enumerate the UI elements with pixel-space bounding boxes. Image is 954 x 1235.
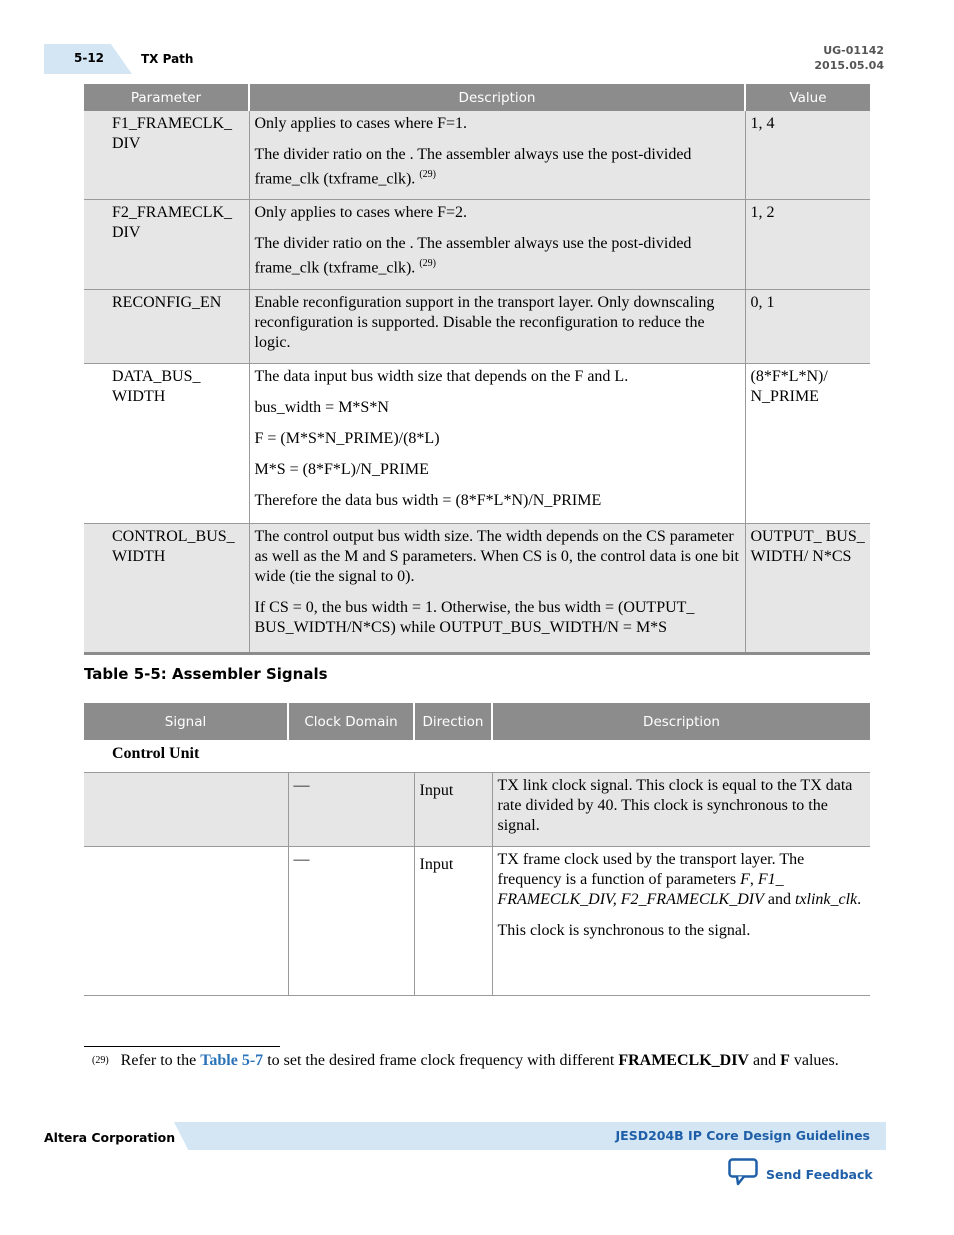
header-signal: Signal — [84, 703, 288, 740]
param-value: (8*F*L*N)/ N_PRIME — [745, 363, 870, 523]
send-feedback-button[interactable] — [728, 1158, 873, 1190]
doc-number: UG-01142 — [823, 44, 884, 57]
param-description — [249, 363, 745, 523]
footnote-bold: F — [780, 1052, 790, 1069]
footnote — [92, 1051, 852, 1071]
clock-domain: — — [288, 772, 414, 846]
footnote-text: to set the desired frame clock frequency with different — [263, 1052, 619, 1069]
direction: Input — [414, 772, 492, 846]
desc-line: Enable reconfiguration support in the transport layer. Only downscaling reconfiguration is supported. Disable the reconfiguration to reduce the logic. — [254, 293, 715, 351]
param-name: CONTROL_BUS_ WIDTH — [84, 523, 249, 653]
footnote-ref: (29) — [419, 169, 436, 180]
desc-line — [255, 234, 740, 278]
desc-line: The control output bus width size. The width depends on the CS parameter as well as the M and S parameters. When CS is 0, the control data is one bit wide (tie the signal to 0). — [254, 527, 739, 585]
table-5-7-link[interactable]: Table 5-7 — [200, 1052, 264, 1069]
table-row — [84, 772, 870, 846]
signals-header-row — [84, 703, 870, 740]
desc-line — [255, 145, 740, 189]
table-caption: Table 5-5: Assembler Signals — [84, 665, 328, 683]
clock-domain: — — [288, 846, 414, 995]
table-row — [84, 523, 870, 653]
header-description: Description — [249, 84, 745, 111]
table-row — [84, 363, 870, 523]
desc-italic: txlink_clk — [794, 890, 858, 908]
footer-guide-link[interactable]: JESD204B IP Core Design Guidelines — [615, 1128, 870, 1143]
param-name: RECONFIG_EN — [84, 289, 249, 363]
doc-date: 2015.05.04 — [814, 59, 884, 72]
page-number: 5-12 — [74, 51, 105, 65]
desc-italic: F — [740, 870, 750, 888]
parameters-table — [84, 84, 870, 655]
param-name: DATA_BUS_ WIDTH — [84, 363, 249, 523]
desc-line — [498, 850, 866, 910]
param-name: F1_FRAMECLK_ DIV — [84, 111, 249, 200]
signal-description — [492, 772, 870, 846]
send-feedback-label: Send Feedback — [766, 1166, 873, 1182]
group-row — [84, 740, 870, 772]
desc-line: F = (M*S*N_PRIME)/(8*L) — [254, 429, 440, 447]
table-row — [84, 289, 870, 363]
param-value: OUTPUT_ BUS_ WIDTH/ N*CS — [745, 523, 870, 653]
header-parameter: Parameter — [84, 84, 249, 111]
desc-text: . — [857, 890, 862, 908]
param-description — [249, 111, 745, 200]
header-clock-domain: Clock Domain — [288, 703, 414, 740]
table-row — [84, 200, 870, 289]
group-label: Control Unit — [84, 740, 870, 772]
desc-line: Therefore the data bus width = (8*F*L*N)/N_PRIME — [254, 491, 602, 509]
param-name: F2_FRAMECLK_ DIV — [84, 200, 249, 289]
desc-text: The divider ratio on the . The assembler always use the post-divided frame_clk (txframe_clk). — [254, 146, 692, 188]
footnote-ref: (29) — [419, 258, 436, 270]
desc-text: The divider ratio on the . The assembler always use the post-divided frame_clk (txframe_clk). — [254, 235, 692, 277]
header-direction: Direction — [414, 703, 492, 740]
footnote-text: Refer to the — [120, 1052, 201, 1069]
desc-line: Only applies to cases where F=2. — [254, 204, 468, 222]
desc-text: TX frame clock used by the transport layer. The frequency is a function of parameters — [497, 850, 805, 888]
desc-text: and — [763, 890, 795, 908]
desc-line: Only applies to cases where F=1. — [254, 115, 468, 132]
signal-name — [84, 772, 288, 846]
direction: Input — [414, 846, 492, 995]
param-value: 1, 2 — [745, 200, 870, 289]
section-title: TX Path — [141, 52, 194, 66]
footnote-text: values. — [789, 1052, 839, 1069]
param-value: 0, 1 — [745, 289, 870, 363]
desc-line: This clock is synchronous to the signal. — [497, 921, 751, 939]
doc-id — [814, 43, 884, 73]
param-value: 1, 4 — [745, 111, 870, 200]
desc-line: TX link clock signal. This clock is equal to the TX data rate divided by 40. This clock is synchronous to the signal. — [497, 776, 853, 834]
desc-line: M*S = (8*F*L)/N_PRIME — [254, 460, 429, 478]
header-value: Value — [745, 84, 870, 111]
signals-table — [84, 703, 870, 996]
footer-company: Altera Corporation — [44, 1130, 176, 1145]
footnote-text: and — [748, 1052, 781, 1069]
footnote-number: (29) — [92, 1055, 109, 1066]
desc-italic: F1_ FRAMECLK_DIV, F2_FRAMECLK_DIV — [497, 870, 784, 908]
table-row — [84, 846, 870, 995]
desc-line: The data input bus width size that depends on the F and L. — [254, 367, 629, 385]
speech-bubble-icon — [728, 1158, 758, 1190]
signal-name — [84, 846, 288, 995]
header-description: Description — [492, 703, 870, 740]
signal-description — [492, 846, 870, 995]
table-row — [84, 111, 870, 200]
desc-text: , — [749, 870, 758, 888]
param-description — [249, 289, 745, 363]
desc-line: If CS = 0, the bus width = 1. Otherwise, the bus width = (OUTPUT_ BUS_WIDTH/N*CS) while OUTPUT_BUS_WIDTH/N = M*S — [254, 598, 695, 636]
desc-line: bus_width = M*S*N — [254, 398, 389, 416]
parameters-header-row — [84, 84, 870, 111]
footnote-rule — [84, 1046, 280, 1047]
param-description — [249, 523, 745, 653]
footnote-bold: FRAMECLK_DIV — [618, 1052, 749, 1069]
param-description — [249, 200, 745, 289]
